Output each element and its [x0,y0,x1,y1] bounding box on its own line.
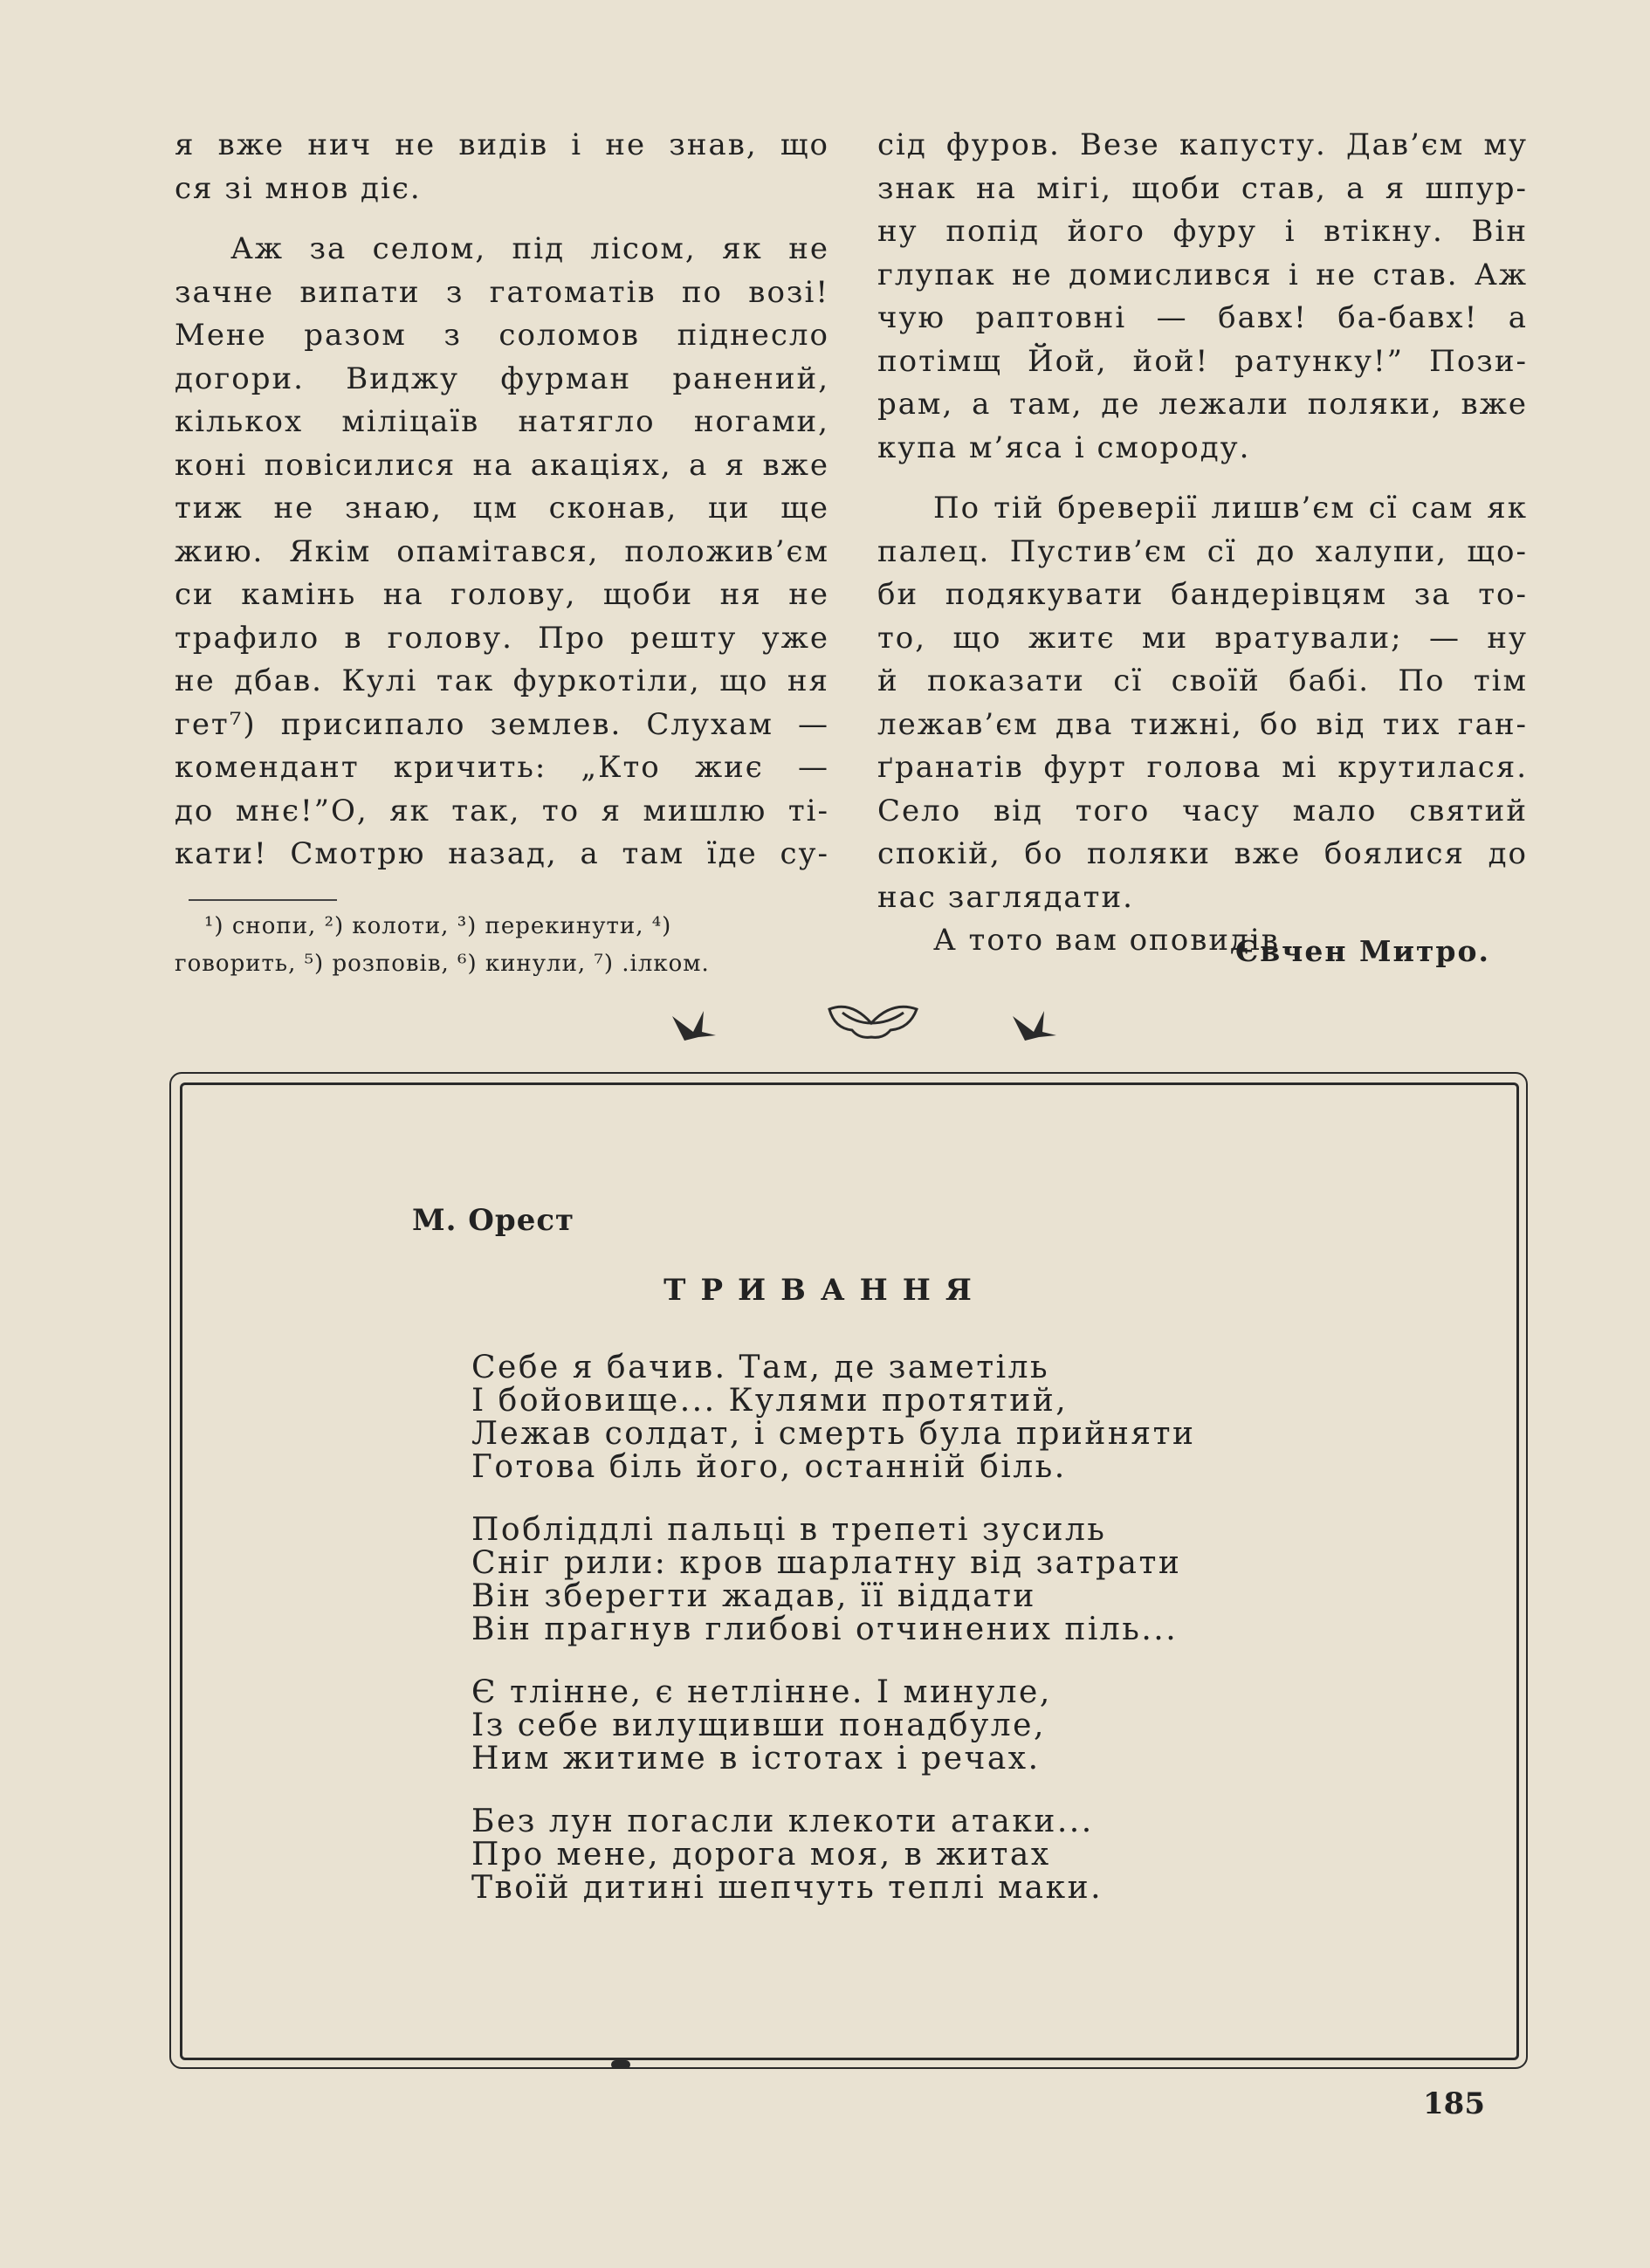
text-line: зачне випати з гатоматів по возі! [175,274,829,310]
text-line: то, що житє ми вратували; — ну [877,620,1528,656]
poem-line: Готова біль його, останній біль. [471,1449,1067,1485]
poem-line: Він прагнув глибові отчинених піль... [471,1612,1179,1647]
text-line: спокій, бо поляки вже боялися до [877,836,1528,871]
frame-ornament [611,2060,630,2069]
signature: Євчен Митро. [1235,934,1490,968]
text-line: я вже нич не видів і не знав, що [175,127,829,162]
text-line: знак на мігі, щоби став, а я шпур- [877,170,1528,206]
text-line: си камінь на голову, щоби ня не [175,577,829,612]
footnote-line: ¹) снопи, ²) колоти, ³) перекинути, ⁴) [204,913,672,939]
page-number: 185 [1423,2086,1485,2121]
text-line: Аж за селом, під лісом, як не [230,231,829,266]
text-line: гет⁷) присипало землев. Слухам — [175,706,829,742]
ornament-divider [663,997,1083,1049]
text-line: би подякувати бандерівцям за то- [877,577,1528,612]
text-line: до мнє!”О, як так, то я мишлю ті- [175,793,829,828]
poem-author: М. Орест [412,1203,575,1238]
text-line: трафило в голову. Про решту уже [175,620,829,656]
text-line: коні повісилися на акаціях, а я вже [175,447,829,483]
poem-line: Ним житиме в істотах і речах. [471,1741,1041,1777]
paragraph [877,124,1528,470]
poem-line: Побліддлі пальці в трепеті зусиль [471,1512,1107,1548]
text-line: й показати сї своїй бабі. По тім [877,663,1528,698]
footnote-divider [189,899,337,901]
text-line: палец. Пустив’єм сї до халупи, що- [877,533,1528,569]
text-line: ся зі мнов діє. [175,170,422,206]
text-line: ґранатів фурт голова мі крутилася. [877,750,1528,785]
text-line: кати! Смотрю назад, а там їде су- [175,836,829,871]
text-line: купа м’яса і смороду. [877,430,1251,465]
text-line: рам, а там, де лежали поляки, вже [877,387,1528,422]
poem-line: Про мене, дорога моя, в житах [471,1837,1051,1873]
text-line: чую раптовні — бавх! ба-бавх! а [877,300,1528,335]
text-line: ну попід його фуру і втікну. Він [877,214,1528,249]
poem-line: Лежав солдат, і смерть була прийняти [471,1416,1196,1452]
text-line: комендант кричить: „Кто жиє — [175,750,829,785]
text-line: догори. Виджу фурман ранений, [175,361,829,396]
swallow-icon [1013,1011,1056,1041]
poem-line: Є тлінне, є нетлінне. І минуле, [471,1674,1052,1710]
poem-line: Себе я бачив. Там, де заметіль [471,1350,1050,1385]
poem-line: Із себе вилущивши понадбуле, [471,1708,1046,1743]
text-line: сід фуров. Везе капусту. Дав’єм му [877,127,1528,162]
poem-stanza [471,1514,1195,1646]
poem-body [471,1351,1195,1935]
left-text-column [175,124,829,876]
text-line: не дбав. Кулі так фуркотіли, що ня [175,663,829,698]
text-line: А тото вам оповидів [933,923,1280,958]
poem-line: Він зберегти жадав, її віддати [471,1578,1036,1614]
poem-line: Сніг рили: кров шарлатну від затрати [471,1545,1182,1581]
poem-line: І бойовище... Кулями протятий, [471,1383,1069,1419]
paragraph [175,228,829,876]
text-line: глупак не домислився і не став. Аж [877,257,1528,292]
poem-title: ТРИВАННЯ [663,1273,987,1308]
text-line: потімщ Йой, йой! ратунку!” Пози- [877,343,1528,379]
poem-line: Без лун погасли клекоти атаки... [471,1804,1094,1839]
text-line: лежав’єм два тижні, бо від тих ган- [877,706,1528,742]
poem-line: Твоїй дитині шепчуть теплі маки. [471,1870,1103,1906]
text-line: По тій бреверії лишв’єм сї сам як [933,491,1528,526]
text-line: тиж не знаю, цм сконав, ци ще [175,491,829,526]
text-line: жию. Якім опамітався, положив’єм [175,533,829,569]
poem-stanza [471,1805,1195,1905]
text-line: Мене разом з соломов піднесло [175,318,829,353]
footnotes [175,908,838,983]
text-line: нас заглядати. [877,879,1134,915]
text-line: кількох міліцаїв натягло ногами, [175,404,829,439]
swallow-icon [672,1011,716,1041]
right-text-column [877,124,1528,963]
text-line: Село від того часу мало святий [877,793,1528,828]
paragraph [175,124,829,210]
footnote-line: говорить, ⁵) розповів, ⁶) кинули, ⁷) .ілком. [175,951,710,977]
butterfly-icon [829,1007,917,1037]
poem-stanza [471,1676,1195,1776]
paragraph [877,487,1528,919]
poem-stanza [471,1351,1195,1484]
